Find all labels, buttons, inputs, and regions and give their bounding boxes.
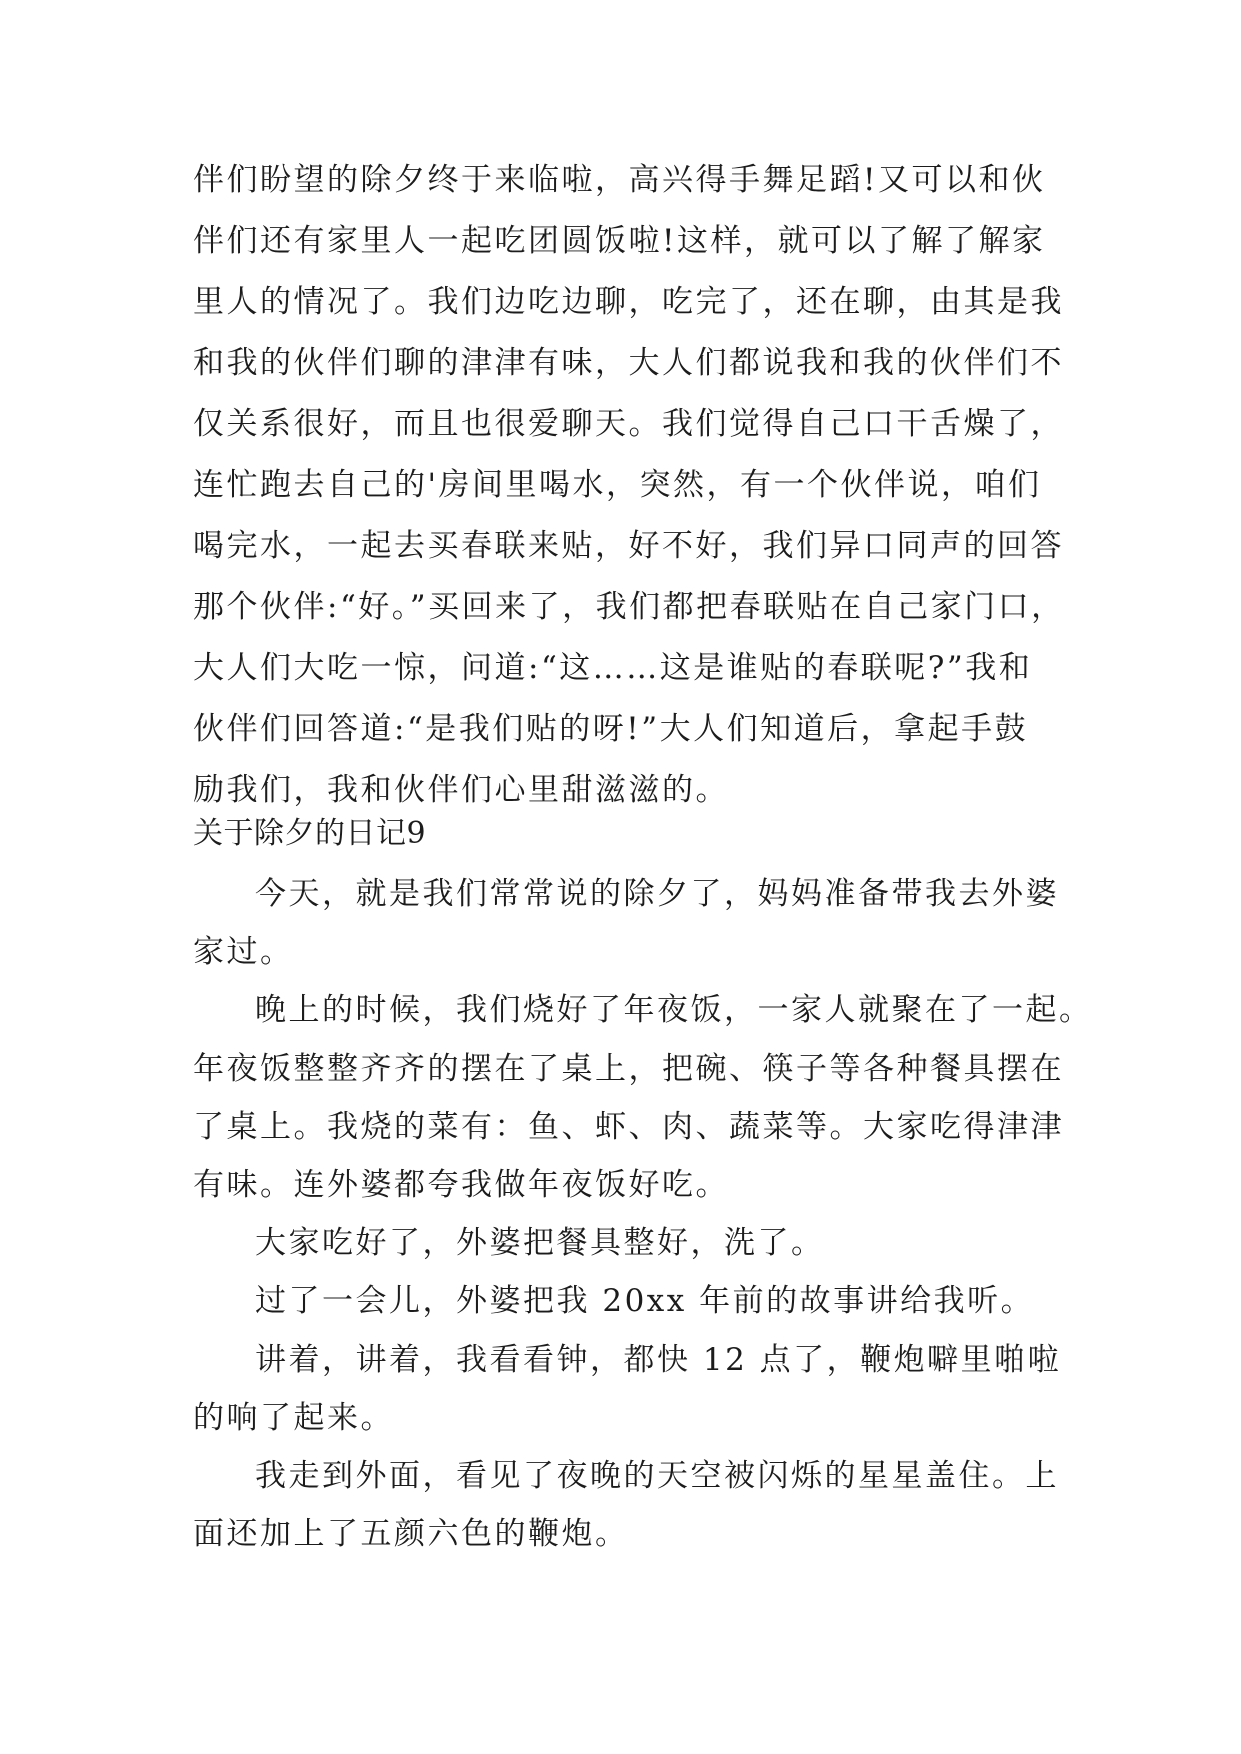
text-line: 连忙跑去自己的'房间里喝水，突然，有一个伙伴说，咱们 <box>193 467 1042 503</box>
text-line: 了桌上。我烧的菜有：鱼、虾、肉、蔬菜等。大家吃得津津 <box>193 1108 1064 1145</box>
text-line: 我走到外面，看见了夜晚的天空被闪烁的星星盖住。上 <box>255 1457 1059 1494</box>
text-line: 的响了起来。 <box>193 1399 394 1436</box>
text-line: 伙伴们回答道:“是我们贴的呀!”大人们知道后，拿起手鼓 <box>193 711 1029 747</box>
text-line: 喝完水，一起去买春联来贴，好不好，我们异口同声的回答 <box>193 528 1064 564</box>
text-line: 伴们盼望的除夕终于来临啦，高兴得手舞足蹈!又可以和伙 <box>193 162 1046 198</box>
text-line: 仅关系很好，而且也很爱聊天。我们觉得自己口干舌燥了， <box>193 406 1064 442</box>
text-line: 大家吃好了，外婆把餐具整好，洗了。 <box>255 1225 825 1262</box>
paragraph <box>193 1447 1153 1563</box>
paragraph <box>193 1214 1153 1272</box>
paragraph <box>193 1272 1153 1330</box>
text-line: 大人们大吃一惊，问道:“这……这是谁贴的春联呢?”我和 <box>193 650 1033 686</box>
text-line: 励我们，我和伙伴们心里甜滋滋的。 <box>193 772 729 808</box>
text-line: 今天，就是我们常常说的除夕了，妈妈准备带我去外婆 <box>255 876 1059 912</box>
entry-heading: 关于除夕的日记9 <box>193 816 427 851</box>
diary-entry-body <box>193 865 1153 1563</box>
paragraph <box>193 981 1153 1214</box>
paragraph <box>193 865 1153 981</box>
text-line: 面还加上了五颜六色的鞭炮。 <box>193 1516 629 1553</box>
text-line: 有味。连外婆都夸我做年夜饭好吃。 <box>193 1166 729 1203</box>
text-line: 讲着，讲着，我看看钟，都快 12 点了，鞭炮噼里啪啦 <box>255 1341 1062 1378</box>
text-line: 那个伙伴:“好。”买回来了，我们都把春联贴在自己家门口， <box>193 589 1065 625</box>
text-line: 家过。 <box>193 934 294 971</box>
paragraph <box>193 1331 1153 1447</box>
text-line: 年夜饭整整齐齐的摆在了桌上，把碗、筷子等各种餐具摆在 <box>193 1050 1064 1087</box>
text-line: 晚上的时候，我们烧好了年夜饭，一家人就聚在了一起。 <box>255 992 1093 1029</box>
text-line: 过了一会儿，外婆把我 20xx 年前的故事讲给我听。 <box>255 1283 1035 1320</box>
text-line: 和我的伙伴们聊的津津有味，大人们都说我和我的伙伴们不 <box>193 345 1064 381</box>
text-line: 里人的情况了。我们边吃边聊，吃完了，还在聊，由其是我 <box>193 284 1064 320</box>
text-line: 伴们还有家里人一起吃团圆饭啦!这样，就可以了解了解家 <box>193 223 1046 259</box>
previous-entry-continuation <box>193 150 1153 821</box>
